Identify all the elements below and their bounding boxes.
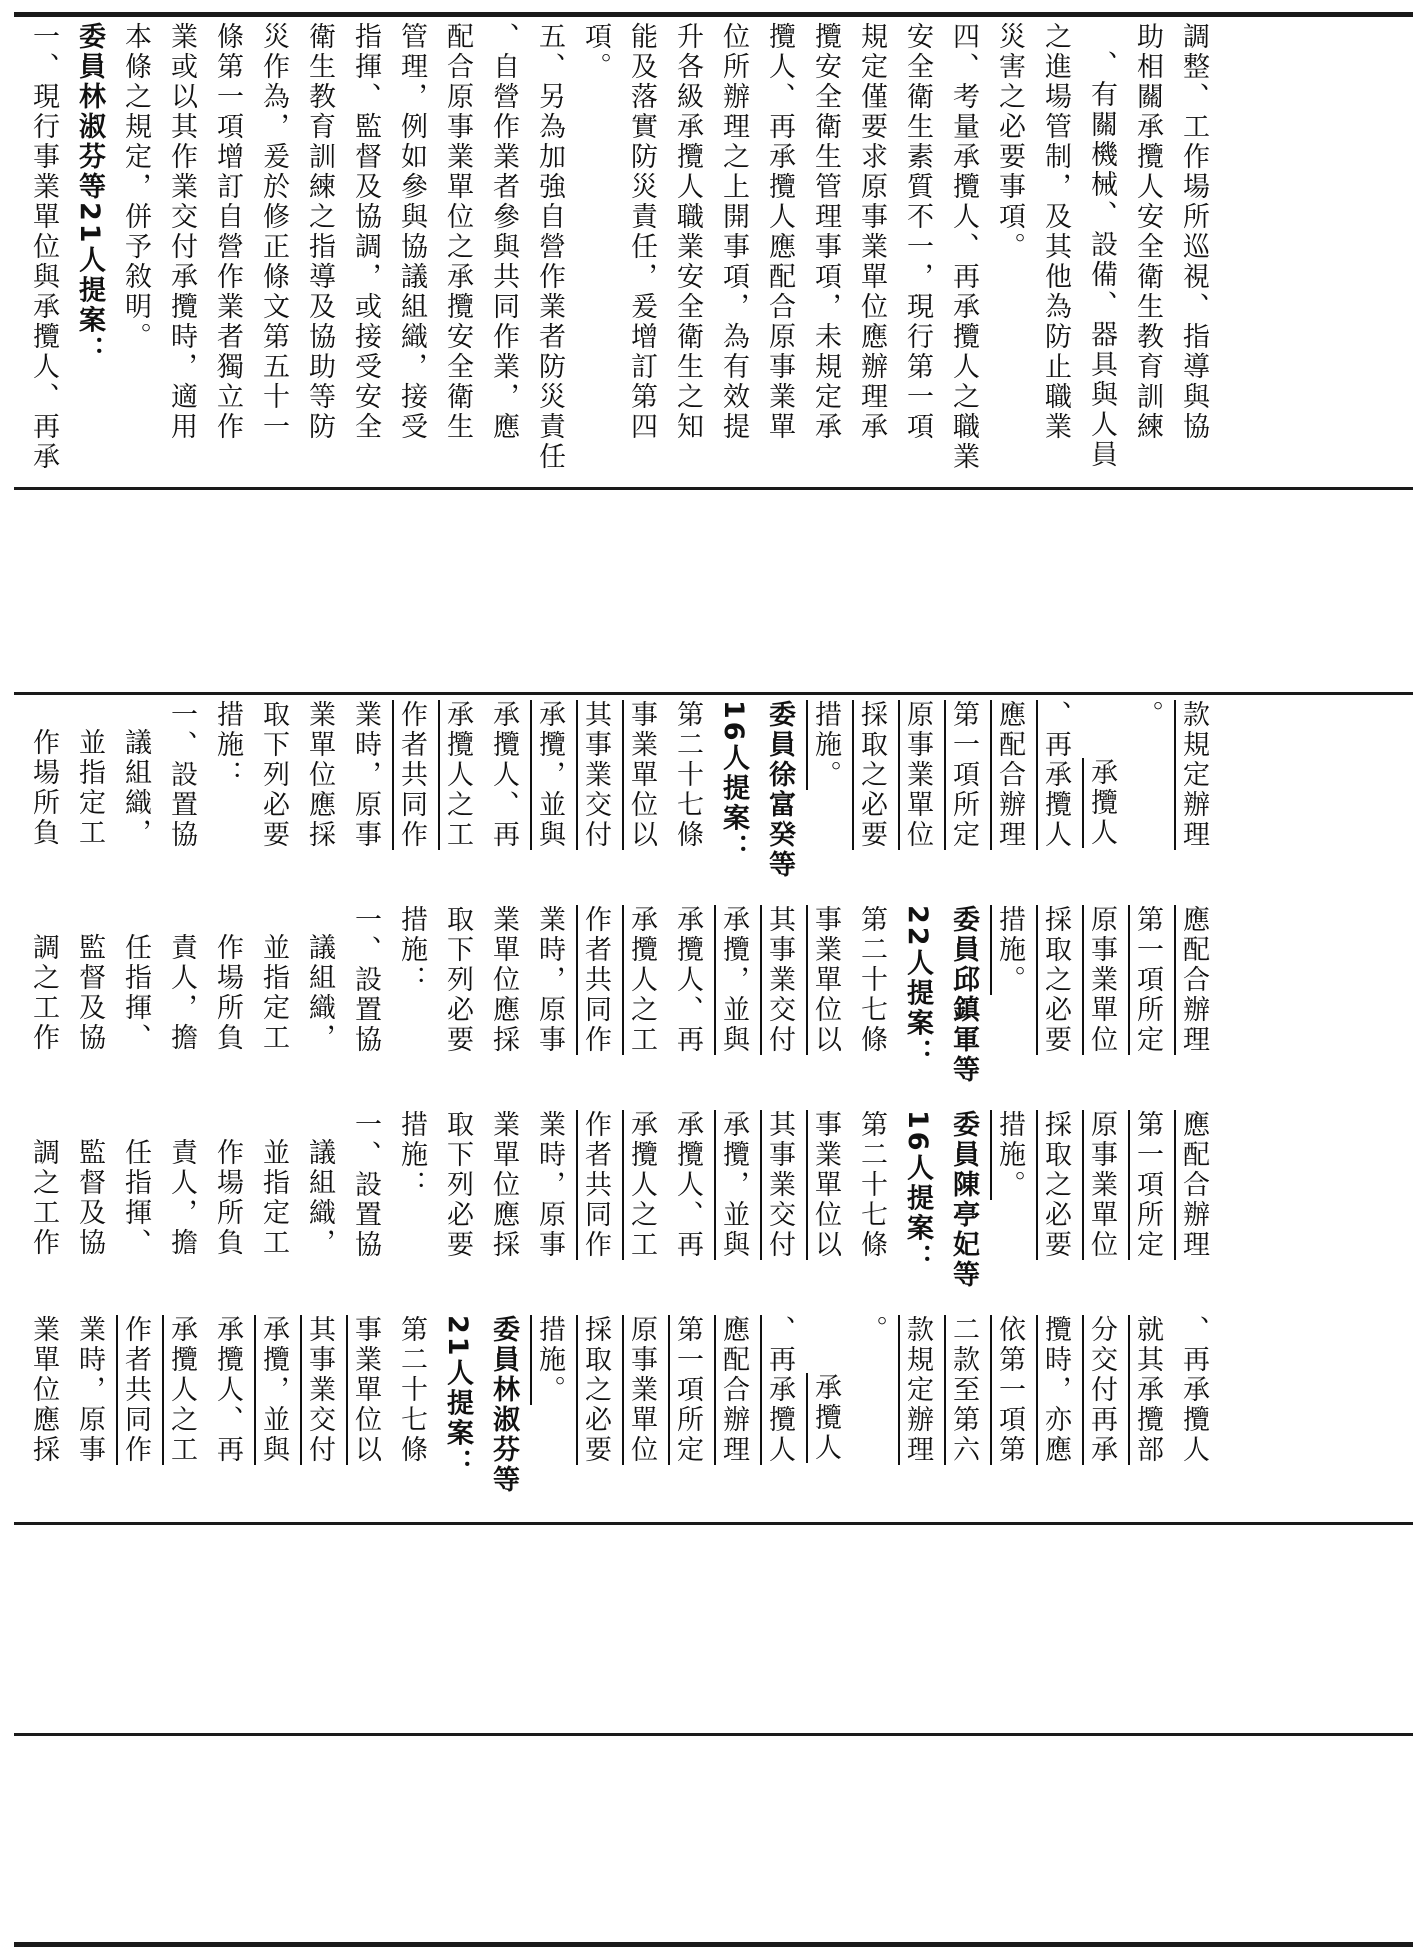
text-line: 責人，擔 [166,933,197,1053]
text-line: 就其承攬部 [1132,1315,1163,1465]
text-line: 責人，擔 [166,1138,197,1258]
text-line: 事業單位以 [810,1110,841,1260]
proposal-text [20,1315,1216,1515]
text-line: 措施。 [534,1315,565,1405]
text-line: 。 [1132,700,1163,730]
text-line: 款規定辦理 [902,1315,933,1465]
text-line: 攬時，亦應 [1040,1315,1071,1465]
text-line: 攬安全衛生管理事項，未規定承 [810,22,841,442]
text-line: 承攬，並與 [718,905,749,1055]
text-line: 攬人、再承攬人應配合原事業單 [764,22,795,442]
text-line: 、再承攬人 [1040,700,1071,850]
text-line: 業時，原事 [74,1315,105,1465]
text-line: 業或以其作業交付承攬時，適用 [166,22,197,442]
text-line: 一、設置協 [350,905,381,1055]
text-line: 第一項所定 [948,700,979,850]
text-line: 採取之必要 [856,700,887,850]
text-line: 採取之必要 [580,1315,611,1465]
text-line: 其事業交付 [304,1315,335,1465]
text-line: 依第一項第 [994,1315,1025,1465]
text-line: 應配合辦理 [994,700,1025,850]
text-line: 第二十七條 [856,905,887,1055]
text-line: 條第一項增訂自營作業者獨立作 [212,22,243,442]
divider-1 [14,487,1413,490]
divider-2 [14,692,1413,695]
explanation-text [20,22,1216,478]
text-line: 升各級承攬人職業安全衛生之知 [672,22,703,442]
text-line: 其事業交付 [580,700,611,850]
text-line: 並指定工 [258,1138,289,1258]
text-line: 議組織， [304,933,335,1053]
text-line: 應配合辦理 [1178,1110,1209,1260]
text-line: 承攬，並與 [534,700,565,850]
text-line: 、再承攬人 [1178,1315,1209,1465]
proposal-text [20,700,1216,900]
text-line: 、有關機械、設備、器具與人員 [1086,50,1117,470]
text-line: 採取之必要 [1040,905,1071,1055]
text-line: 業單位應採 [488,905,519,1055]
proposal-cell-chen [20,1110,1416,1310]
text-line: 調整、工作場所巡視、指導與協 [1178,22,1209,442]
text-line: 監督及協 [74,1138,105,1258]
text-line: 取下列必要 [258,700,289,850]
proposer-heading: 委員林淑芬等 [488,1315,519,1495]
text-line: 取下列必要 [442,905,473,1055]
text-line: 四、考量承攬人、再承攬人之職業 [948,22,979,472]
text-line: 原事業單位 [626,1315,657,1465]
text-line: 作者共同作 [580,905,611,1055]
text-line: 措施。 [810,700,841,790]
text-line: 第一項所定 [672,1315,703,1465]
text-line: 災作為，爰於修正條文第五十一 [258,22,289,442]
text-line: 承攬，並與 [718,1110,749,1260]
text-line: 應配合辦理 [718,1315,749,1465]
text-line: 措施。 [994,905,1025,995]
text-line: 取下列必要 [442,1110,473,1260]
text-line: 並指定工 [74,728,105,848]
text-line: 指揮、監督及協調，或接受安全 [350,22,381,442]
explanation-cell [20,22,1416,478]
text-line: 第二十七條 [672,700,703,850]
text-line: 原事業單位 [1086,1110,1117,1260]
text-line: 一、現行事業單位與承攬人、再承 [28,22,59,472]
text-line: 調之工作 [28,933,59,1053]
text-line: 業單位應採 [488,1110,519,1260]
text-line: 措施： [396,1110,427,1200]
text-line: 一、設置協 [350,1110,381,1260]
text-line: 作者共同作 [396,700,427,850]
text-line: 採取之必要 [1040,1110,1071,1260]
text-line: 承攬人之工 [626,905,657,1055]
proposer-heading: 委員陳亭妃等 [948,1110,979,1290]
text-line: 作者共同作 [120,1315,151,1465]
text-line: 承攬人、再 [212,1315,243,1465]
proposer-heading: 16人提案： [718,700,749,864]
top-border [14,12,1413,17]
proposer-heading: 委員林淑芬等21人提案： [74,22,105,366]
text-line: 其事業交付 [764,905,795,1055]
text-line: 承攬人 [810,1373,841,1463]
text-line: 議組織， [120,728,151,848]
text-line: 第一項所定 [1132,905,1163,1055]
text-line: 款規定辦理 [1178,700,1209,850]
text-line: 監督及協 [74,933,105,1053]
text-line: 衛生教育訓練之指導及協助等防 [304,22,335,442]
proposer-heading: 16人提案： [902,1110,933,1274]
text-line: 議組織， [304,1138,335,1258]
text-line: 助相關承攬人安全衛生教育訓練 [1132,22,1163,442]
text-line: 事業單位以 [350,1315,381,1465]
proposal-cell-lin [20,1315,1416,1515]
text-line: 第二十七條 [396,1315,427,1465]
text-line: 任指揮、 [120,933,151,1053]
divider-4 [14,1733,1413,1736]
proposal-text [20,905,1216,1105]
text-line: 、自營作業者參與共同作業，應 [488,22,519,442]
text-line: 作場所負 [212,1138,243,1258]
bottom-border [14,1942,1413,1947]
text-line: 能及落實防災責任，爰增訂第四 [626,22,657,442]
text-line: 第一項所定 [1132,1110,1163,1260]
proposal-cell-xu [20,700,1416,900]
text-line: 安全衛生素質不一，現行第一項 [902,22,933,442]
proposer-heading: 22人提案： [902,905,933,1069]
text-line: 並指定工 [258,933,289,1053]
text-line: 事業單位以 [626,700,657,850]
text-line: 業時，原事 [534,1110,565,1260]
text-line: 業單位應採 [304,700,335,850]
proposer-heading: 委員邱鎮軍等 [948,905,979,1085]
text-line: 配合原事業單位之承攬安全衛生 [442,22,473,442]
text-line: 原事業單位 [1086,905,1117,1055]
text-line: 承攬人 [1086,758,1117,848]
proposer-heading: 21人提案： [442,1315,473,1479]
text-line: 規定僅要求原事業單位應辦理承 [856,22,887,442]
text-line: 五、另為加強自營作業者防災責任 [534,22,565,472]
proposer-heading: 委員徐富癸等 [764,700,795,880]
divider-3 [14,1522,1413,1525]
text-line: 調之工作 [28,1138,59,1258]
text-line: 承攬，並與 [258,1315,289,1465]
text-line: 原事業單位 [902,700,933,850]
text-line: 承攬人之工 [442,700,473,850]
text-line: 業單位應採 [28,1315,59,1465]
text-line: 任指揮、 [120,1138,151,1258]
text-line: 作者共同作 [580,1110,611,1260]
text-line: 本條之規定，併予敘明。 [120,22,151,352]
text-line: 作場所負 [212,933,243,1053]
text-line: 一、設置協 [166,700,197,850]
text-line: 位所辦理之上開事項，為有效提 [718,22,749,442]
text-line: 承攬人之工 [166,1315,197,1465]
text-line: 項。 [580,22,611,82]
text-line: 管理，例如參與協議組織，接受 [396,22,427,442]
text-line: 應配合辦理 [1178,905,1209,1055]
text-line: 第二十七條 [856,1110,887,1260]
text-line: 業時，原事 [350,700,381,850]
text-line: 業時，原事 [534,905,565,1055]
text-line: 承攬人、再 [672,1110,703,1260]
text-line: 災害之必要事項。 [994,22,1025,262]
text-line: 作場所負 [28,728,59,848]
text-line: 之進場管制，及其他為防止職業 [1040,22,1071,442]
text-line: 、再承攬人 [764,1315,795,1465]
text-line: 措施： [212,700,243,790]
text-line: 承攬人、再 [488,700,519,850]
proposal-cell-qiu [20,905,1416,1105]
text-line: 措施。 [994,1110,1025,1200]
proposal-text [20,1110,1216,1310]
text-line: 承攬人之工 [626,1110,657,1260]
text-line: 事業單位以 [810,905,841,1055]
text-line: 措施： [396,905,427,995]
text-line: 二款至第六 [948,1315,979,1465]
text-line: 。 [856,1315,887,1345]
text-line: 承攬人、再 [672,905,703,1055]
text-line: 其事業交付 [764,1110,795,1260]
text-line: 分交付再承 [1086,1315,1117,1465]
